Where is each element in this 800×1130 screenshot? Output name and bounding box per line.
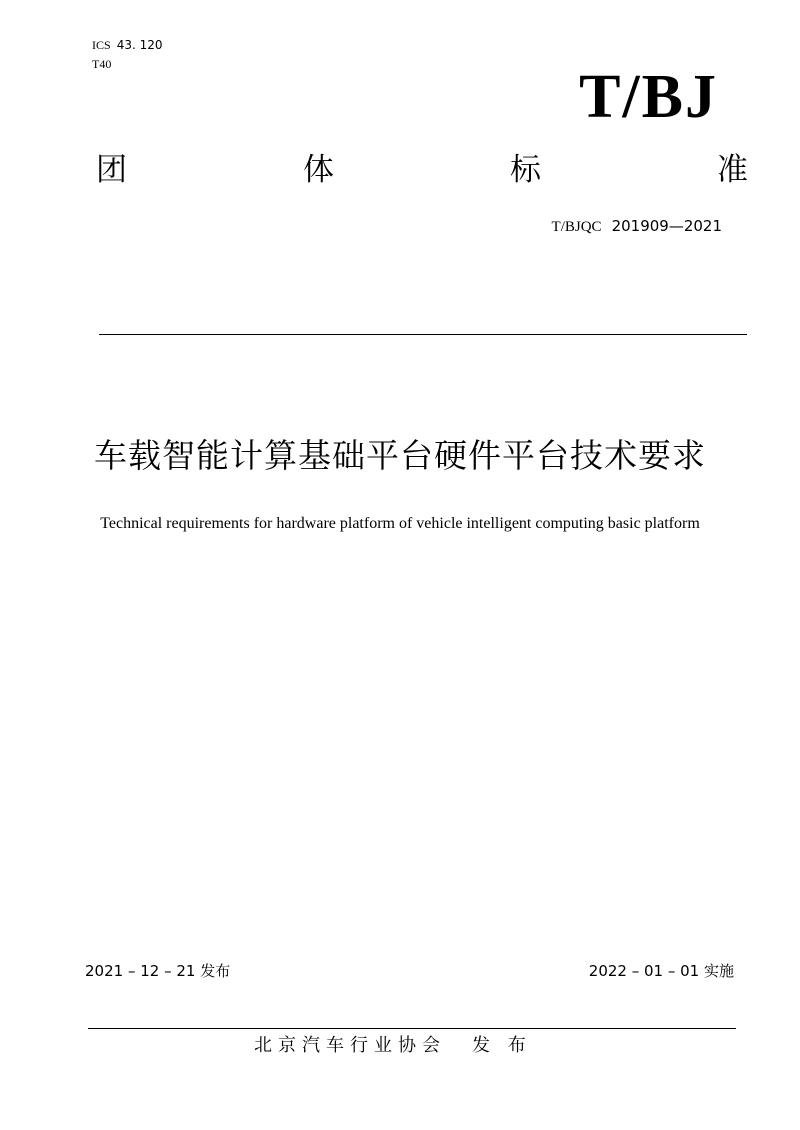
standard-number-prefix: T/BJQC [551, 219, 602, 235]
publisher-action: 发 布 [472, 1035, 532, 1056]
standard-number [552, 217, 722, 236]
classification-codes [92, 36, 163, 74]
bottom-divider [88, 1028, 736, 1029]
document-type-heading [96, 152, 748, 188]
ics-number: 43. 120 [116, 38, 163, 52]
doc-type-char: 准 [717, 152, 748, 188]
issue-date: 2021 – 12 – 21 发布 [85, 962, 231, 980]
ics-row [92, 36, 163, 55]
document-title-chinese: 车载智能计算基础平台硬件平台技术要求 [94, 436, 706, 475]
publisher-line [254, 1031, 532, 1057]
doc-type-char: 团 [96, 152, 127, 188]
standard-logo: T/BJ [579, 63, 718, 131]
publisher-name: 北京汽车行业协会 [254, 1035, 446, 1056]
doc-type-char: 体 [303, 152, 334, 188]
doc-type-char: 标 [510, 152, 541, 188]
implementation-date: 2022 – 01 – 01 实施 [588, 962, 734, 980]
document-title-english: Technical requirements for hardware platform of vehicle intelligent computing basic platform [100, 515, 700, 532]
ics-label: ICS [92, 38, 111, 52]
top-divider [99, 334, 747, 335]
standard-number-code: 201909—2021 [611, 217, 722, 235]
ccs-code: T40 [92, 57, 112, 71]
